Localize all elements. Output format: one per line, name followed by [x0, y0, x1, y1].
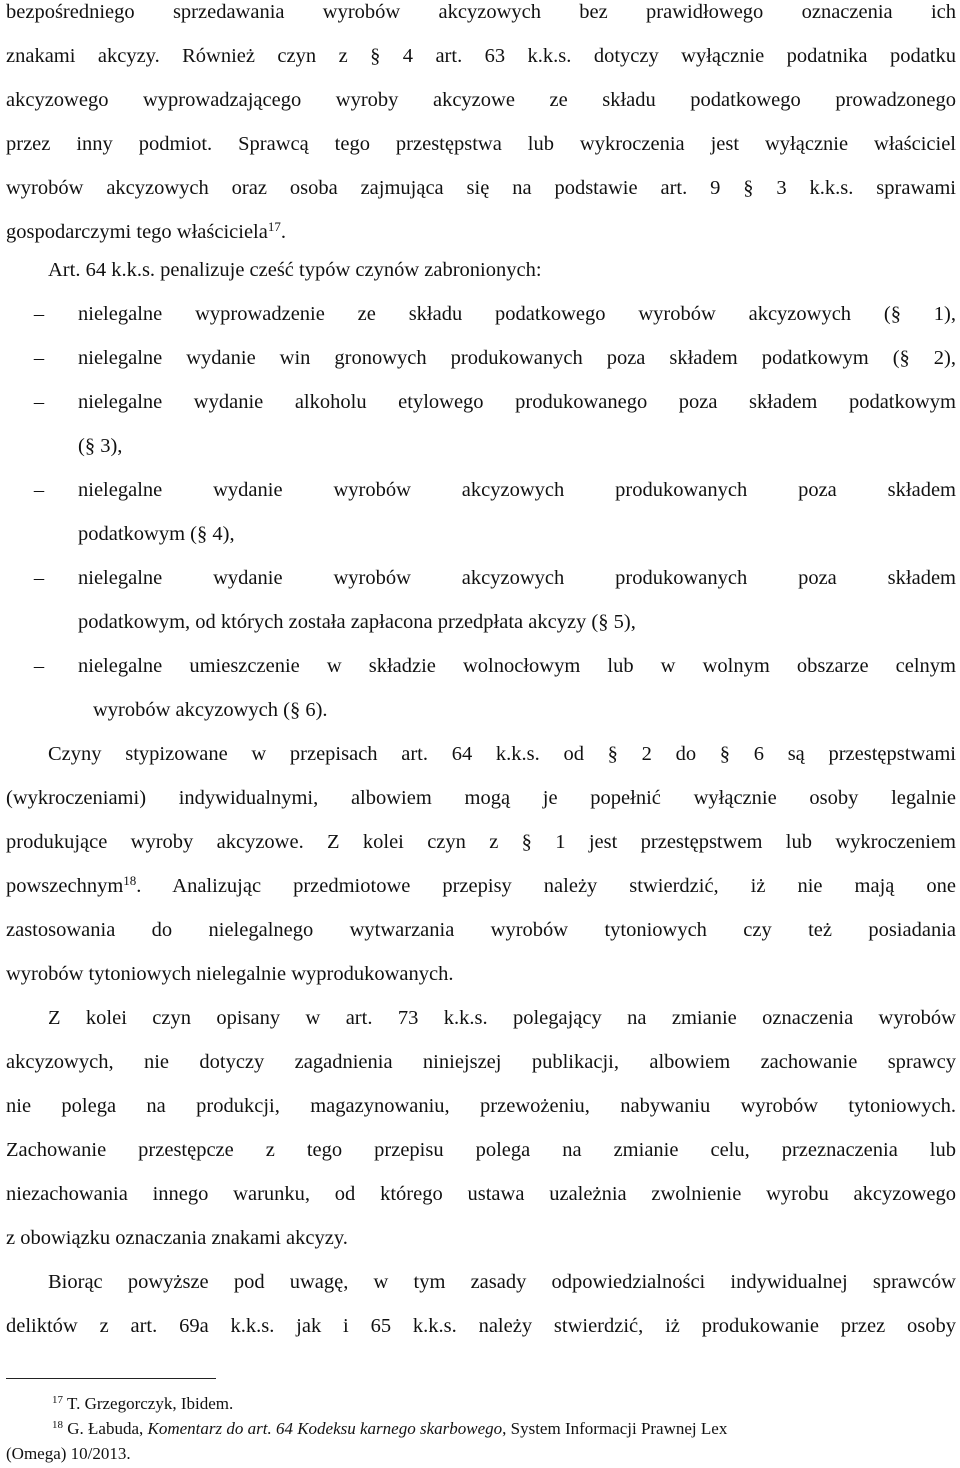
list-item-continuation: (§ 3), — [78, 435, 123, 457]
text-line: akcyzowego wyprowadzającego wyroby akcyzowe ze składu podatkowego prowadzonego — [6, 89, 956, 111]
text-line: przez inny podmiot. Sprawcą tego przestępstwa lub wykroczenia jest wyłącznie właściciel — [6, 133, 956, 155]
list-item-continuation: podatkowym (§ 4), — [78, 523, 235, 545]
text-line: akcyzowych, nie dotyczy zagadnienia niniejszej publikacji, albowiem zachowanie sprawcy — [6, 1051, 956, 1073]
list-dash: – — [33, 391, 45, 413]
footnote-ref-17[interactable]: 17 — [267, 219, 281, 234]
list-item: nielegalne wyprowadzenie ze składu podatkowego wyrobów akcyzowych (§ 1), — [78, 303, 956, 325]
text-line: bezpośredniego sprzedawania wyrobów akcyzowych bez prawidłowego oznaczenia ich — [6, 1, 956, 23]
footnote-18: $^{18}$ G. Łabuda, Komentarz do art. 64 Kodeksu karnego skarbowego, System Informacji Prawnej Lex — [52, 1419, 728, 1438]
text-line: (wykroczeniami) indywidualnymi, albowiem mogą je popełnić wyłącznie osoby legalnie — [6, 787, 956, 809]
list-item: nielegalne wydanie wyrobów akcyzowych produkowanych poza składem — [78, 567, 956, 589]
list-dash: – — [33, 303, 45, 325]
list-item: nielegalne wydanie alkoholu etylowego produkowanego poza składem podatkowym — [78, 391, 956, 413]
text-line: z obowiązku oznaczania znakami akcyzy. — [6, 1227, 348, 1249]
text-line: powszechnym$^{18}$ . Analizując przedmiotowe przepisy należy stwierdzić, iż nie mają one — [6, 873, 956, 897]
text-line: Z kolei czyn opisany w art. 73 k.k.s. polegający na zmianie oznaczenia wyrobów — [48, 1007, 956, 1029]
list-item-continuation: podatkowym, od których została zapłacona przedpłata akcyzy (§ 5), — [78, 611, 636, 633]
list-dash: – — [33, 347, 45, 369]
art64-intro: Art. 64 k.k.s. penalizuje cześć typów czynów zabronionych: — [48, 259, 542, 281]
text-line: deliktów z art. 69a k.k.s. jak i 65 k.k.s. należy stwierdzić, iż produkowanie przez osoby — [6, 1315, 956, 1337]
text-line: znakami akcyzy. Również czyn z § 4 art. 63 k.k.s. dotyczy wyłącznie podatnika podatku — [6, 45, 956, 67]
text-line: produkujące wyroby akcyzowe. Z kolei czyn z § 1 jest przestępstwem lub wykroczeniem — [6, 831, 956, 853]
text-line: wyrobów tytoniowych nielegalnie wyprodukowanych. — [6, 963, 454, 985]
list-dash: – — [33, 567, 45, 589]
text-line: Zachowanie przestępcze z tego przepisu polega na zmianie celu, przeznaczenia lub — [6, 1139, 956, 1161]
list-item: nielegalne umieszczenie w składzie wolnocłowym lub w wolnym obszarze celnym — [78, 655, 956, 677]
footnote-18-continuation: (Omega) 10/2013. — [6, 1444, 131, 1463]
list-item: nielegalne wydanie win gronowych produkowanych poza składem podatkowym (§ 2), — [78, 347, 956, 369]
text-line: zastosowania do nielegalnego wytwarzania wyrobów tytoniowych czy też posiadania — [6, 919, 956, 941]
footnote-17: $^{17}$ T. Grzegorczyk, Ibidem. — [52, 1394, 234, 1413]
text-line: nie polega na produkcji, magazynowaniu, przewożeniu, nabywaniu wyrobów tytoniowych. — [6, 1095, 956, 1117]
footnote-ref-18[interactable]: 18 — [123, 873, 137, 888]
text-line: wyrobów akcyzowych oraz osoba zajmująca się na podstawie art. 9 § 3 k.k.s. sprawami — [6, 177, 956, 199]
text-line: Biorąc powyższe pod uwagę, w tym zasady odpowiedzialności indywidualnej sprawców — [48, 1271, 956, 1293]
footnote-separator — [6, 1378, 216, 1379]
text-line: niezachowania innego warunku, od którego ustawa uzależnia zwolnienie wyrobu akcyzowego — [6, 1183, 956, 1205]
text-line: gospodarczymi tego właściciela$^{17}$. — [6, 219, 286, 243]
list-item-continuation: wyrobów akcyzowych (§ 6). — [93, 699, 328, 721]
list-dash: – — [33, 655, 45, 677]
text-line: Czyny stypizowane w przepisach art. 64 k.k.s. od § 2 do § 6 są przestępstwami — [48, 743, 956, 765]
list-dash: – — [33, 479, 45, 501]
list-item: nielegalne wydanie wyrobów akcyzowych produkowanych poza składem — [78, 479, 956, 501]
